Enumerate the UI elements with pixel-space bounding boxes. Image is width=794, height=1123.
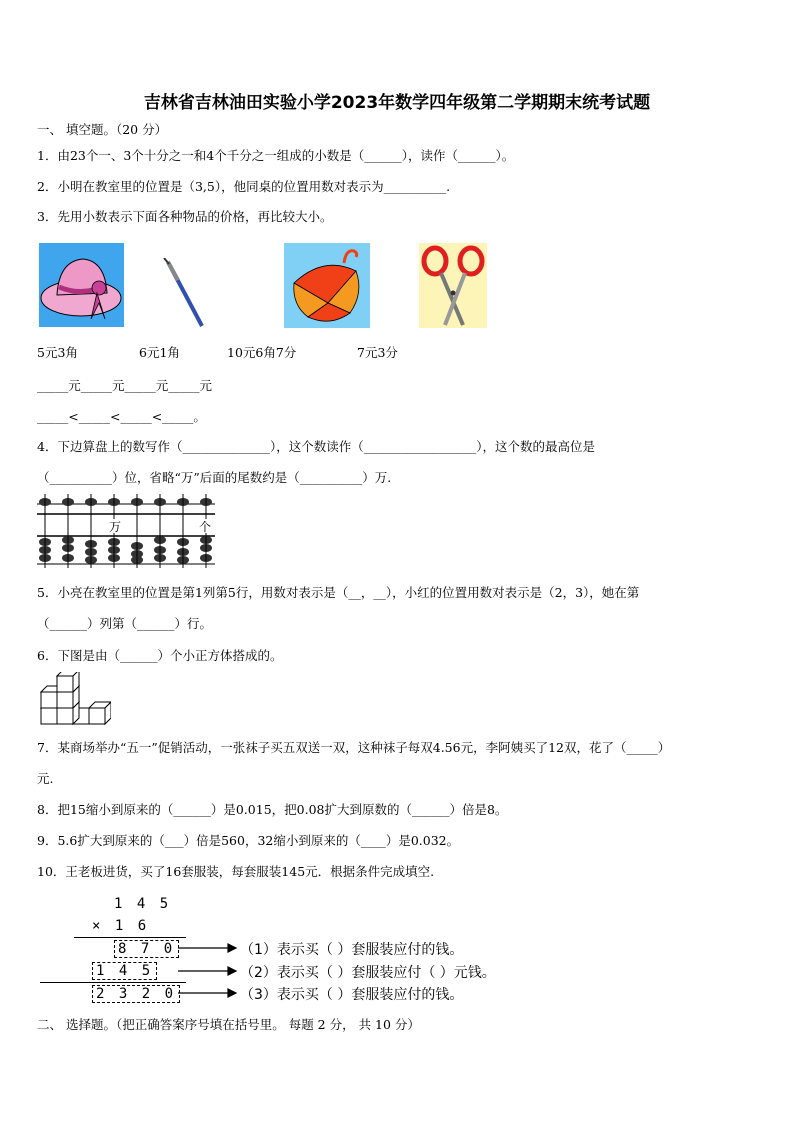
umbrella-image [284, 243, 370, 328]
calc-partial-1: 8 7 0 [114, 940, 179, 958]
hat-image [39, 243, 124, 327]
page-title: 吉林省吉林油田实验小学2023年数学四年级第二学期期末统考试题 [143, 93, 651, 113]
abacus-label-wan: 万 [109, 520, 122, 534]
question-8: 8．把15缩小到原来的（______）是0.015，把0.08扩大到原数的（______）倍是8。 [37, 802, 508, 817]
question-5-line-2: （______）列第（______）行。 [37, 616, 213, 631]
section-1-heading: 一、 填空题。（20 分） [37, 122, 168, 137]
abacus-label-ge: 个 [199, 520, 212, 534]
calc-result: 2 3 2 0 [92, 985, 180, 1003]
calc-arrows [176, 940, 238, 1004]
abacus-image [37, 494, 217, 570]
q3-answer-blanks: _____元_____元_____元_____元 [37, 378, 213, 393]
price-pen: 6元1角 [139, 345, 180, 360]
cubes-figure [39, 672, 111, 728]
calc-label-1: （1）表示买（ ）套服装应付的钱。 [240, 942, 464, 958]
section-2-heading: 二、 选择题。（把正确答案序号填在括号里。 每题 2 分， 共 10 分） [37, 1017, 420, 1032]
pen-image [160, 258, 210, 330]
calc-partial-2: 1 4 5 [92, 962, 157, 980]
calc-multiplier: × 1 6 [92, 918, 150, 934]
calc-multiplicand: 1 4 5 [114, 896, 172, 912]
q3-compare-blanks: _____<_____<_____<_____。 [37, 409, 206, 424]
scissors-image [419, 243, 487, 328]
question-2: 2．小明在教室里的位置是（3,5），他同桌的位置用数对表示为__________. [37, 179, 451, 194]
calc-line-1 [74, 937, 186, 938]
question-3: 3．先用小数表示下面各种物品的价格，再比较大小。 [37, 209, 333, 224]
price-scissors: 7元3分 [357, 345, 398, 360]
calc-label-2: （2）表示买（ ）套服装应付（ ）元钱。 [240, 965, 496, 981]
question-7-line-1: 7．某商场举办“五一”促销活动，一张袜子买五双送一双，这种袜子每双4.56元，李阿姨买了12双，花了（_____） [37, 740, 671, 755]
question-10: 10．王老板进货，买了16套服装，每套服装145元．根据条件完成填空. [37, 864, 435, 879]
question-5-line-1: 5．小亮在教室里的位置是第1列第5行，用数对表示是（__，__），小红的位置用数对表示是（2，3），她在第 [37, 585, 640, 600]
calc-label-3: （3）表示买（ ）套服装应付的钱。 [240, 987, 464, 1003]
question-1: 1．由23个一、3个十分之一和4个千分之一组成的小数是（______），读作（______）。 [37, 148, 515, 163]
calc-line-2 [40, 982, 186, 983]
price-umbrella: 10元6角7分 [227, 345, 297, 360]
question-9: 9．5.6扩大到原来的（___）倍是560，32缩小到原来的（____）是0.032。 [37, 833, 460, 848]
question-4-line-2: （__________）位，省略“万”后面的尾数约是（__________）万. [37, 470, 392, 485]
price-hat: 5元3角 [37, 345, 78, 360]
question-7-line-2: 元. [37, 771, 54, 786]
question-4-line-1: 4．下边算盘上的数写作（______________），这个数读作（__________________），这个数的最高位是 [37, 439, 595, 454]
question-6: 6．下图是由（______）个小正方体搭成的。 [37, 648, 283, 663]
